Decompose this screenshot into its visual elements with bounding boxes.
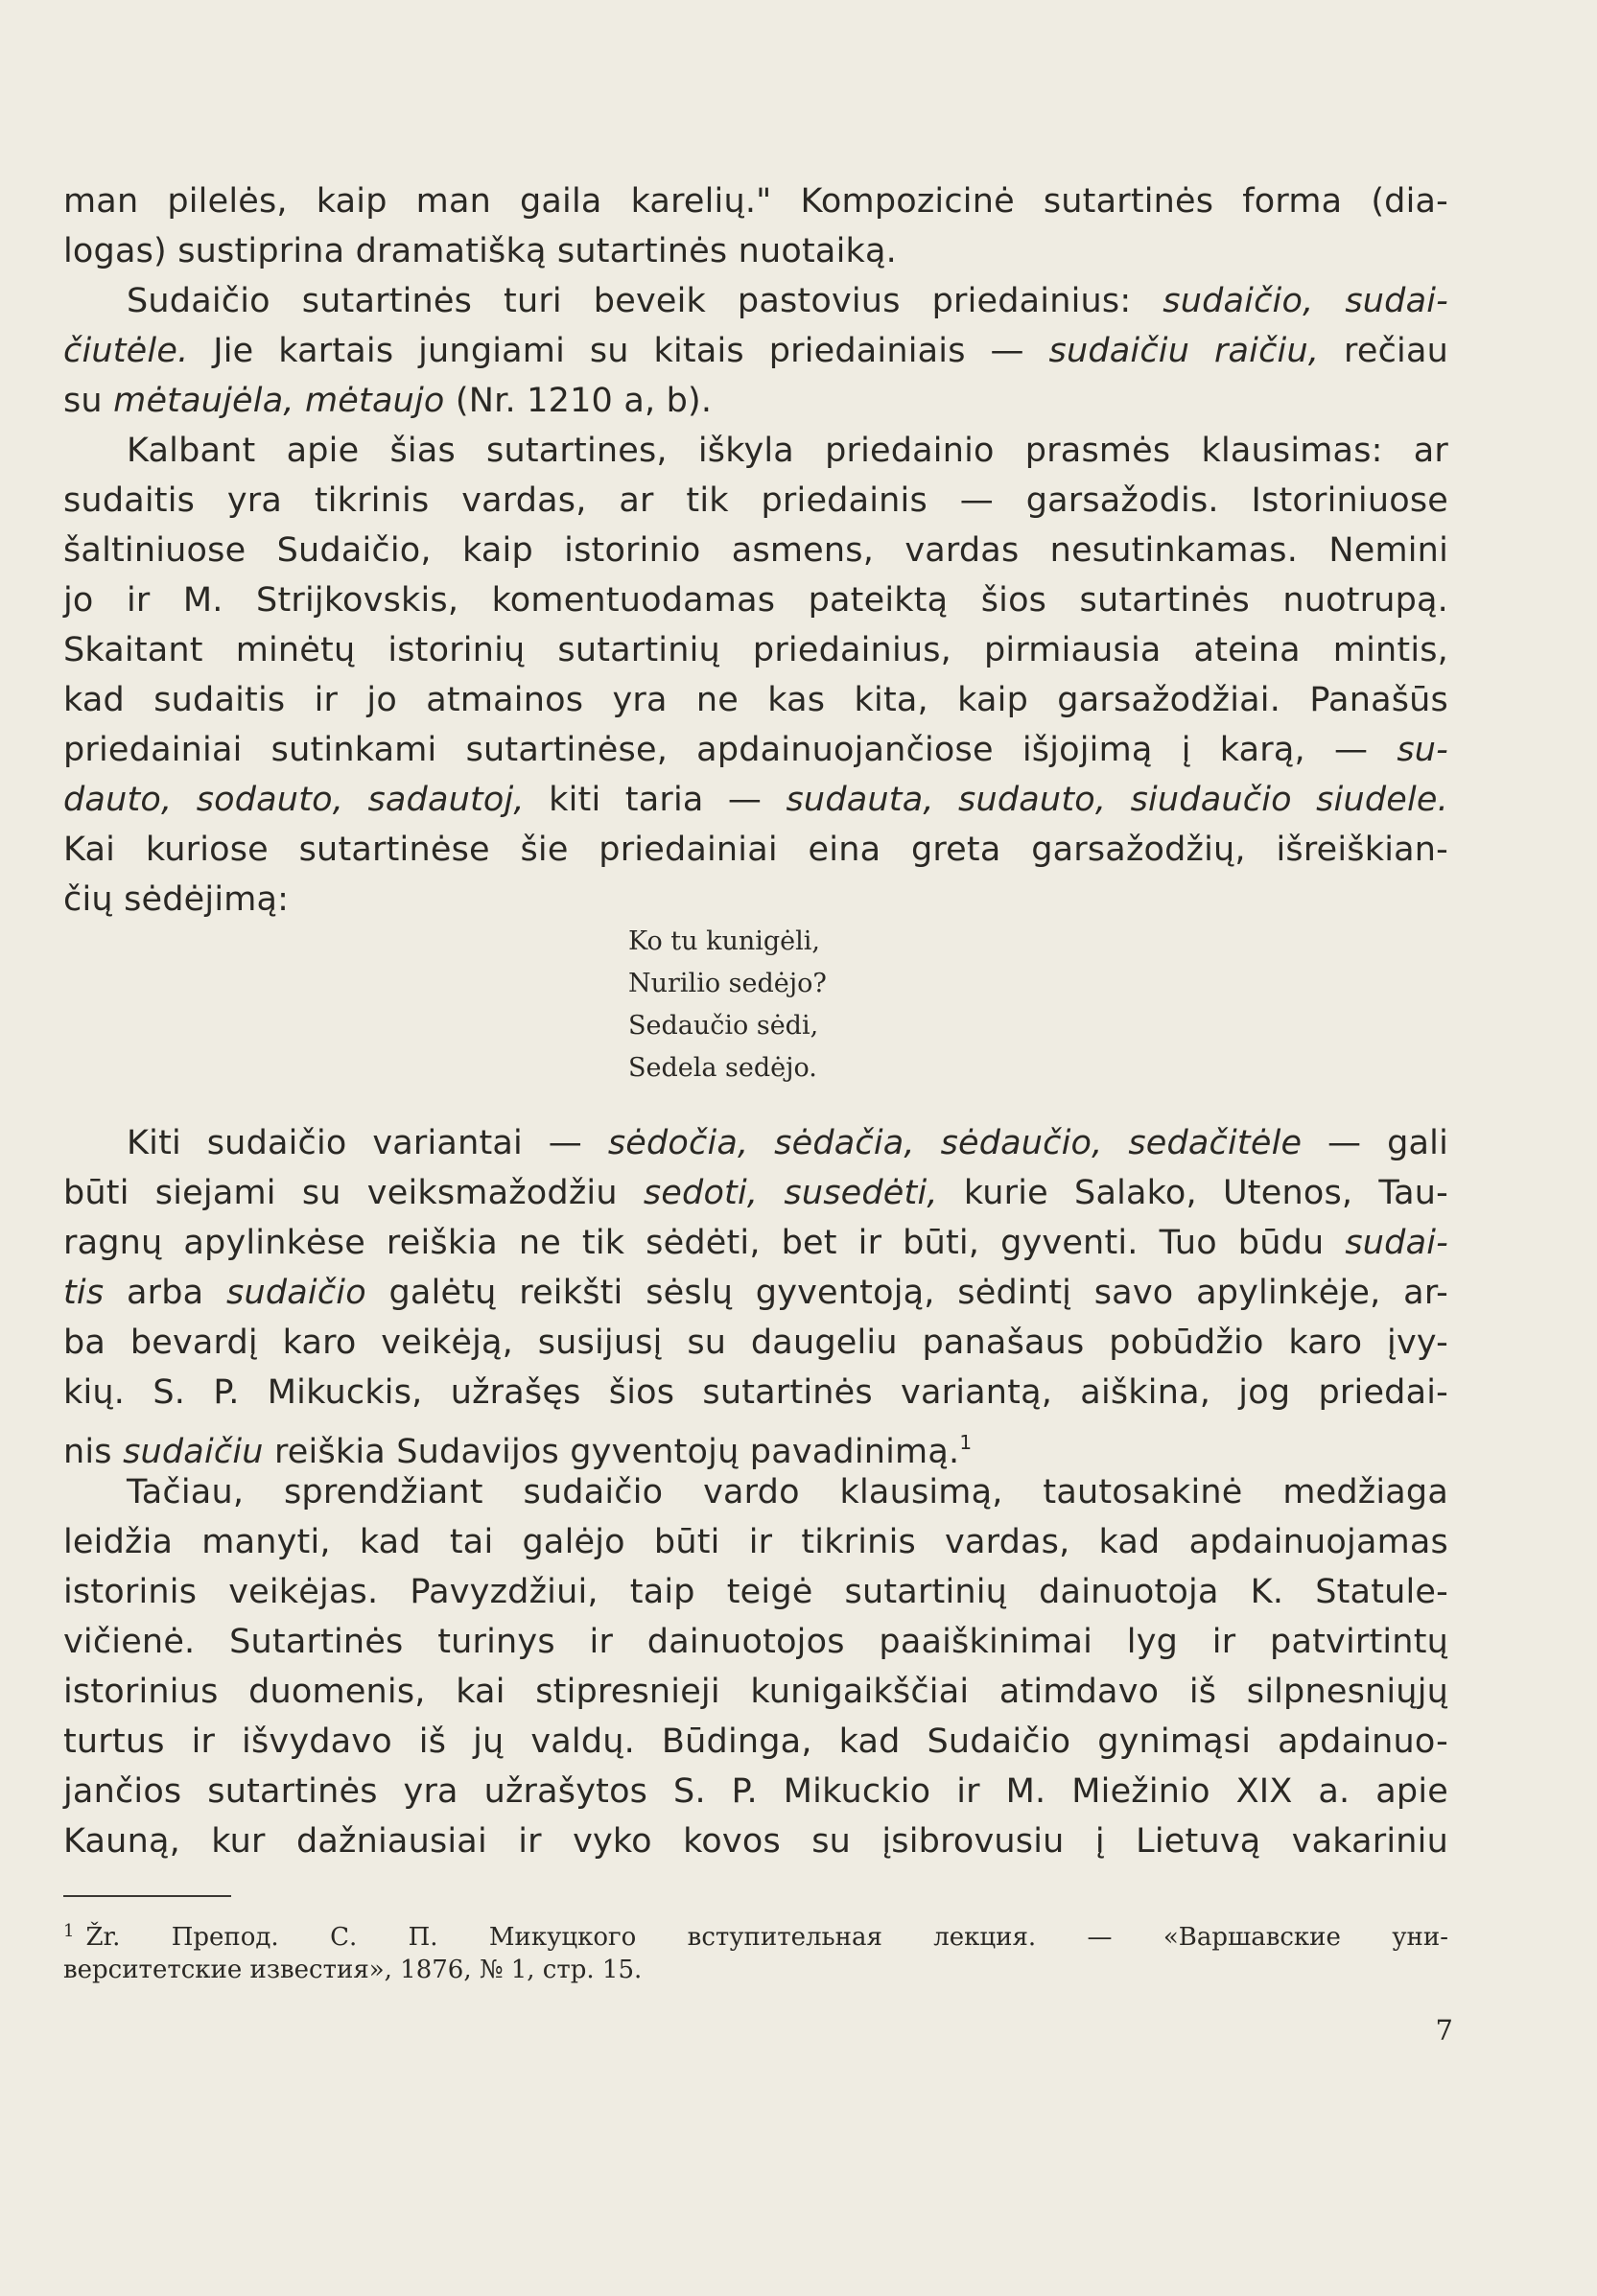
footnote-line: верситетские известия», 1876, № 1, стр. 15.: [63, 1956, 643, 1984]
text-line: jo ir M. Strijkovskis, komentuodamas pateiktą šios sutartinės nuotrupą.: [63, 581, 1448, 620]
text-line: čių sėdėjimą:: [63, 880, 290, 919]
text-line: Kauną, kur dažniausiai ir vyko kovos su įsibrovusiu į Lietuvą vakariniu: [63, 1822, 1448, 1861]
text-line: ba bevardį karo veikėją, susijusį su daugeliu panašaus pobūdžio karo įvy-: [63, 1324, 1448, 1362]
text-line: nis sudaičiu reiškia Sudavijos gyventojų pavadinimą.$^1$: [63, 1431, 973, 1471]
text-line: man pilelės, kaip man gaila karelių." Kompozicinė sutartinės forma (dia-: [63, 182, 1448, 221]
text-line: logas) sustiprina dramatišką sutartinės nuotaiką.: [63, 232, 897, 270]
text-line: Kiti sudaičio variantai — sėdočia, sėdačia, sėdaučio, sedačitėle — gali: [127, 1124, 1448, 1162]
footnote-line: $^1$ Žr. Препод. С. П. Микуцкого вступительная лекция. — «Варшавские уни-: [63, 1921, 1448, 1952]
text-line: su mėtaujėla, mėtaujo (Nr. 1210 a, b).: [63, 382, 713, 420]
verse-line: Nurilio sedėjo?: [628, 969, 827, 998]
text-line: Kai kuriose sutartinėse šie priedainiai eina greta garsažodžių, išreiškian-: [63, 831, 1448, 869]
text-line: istorinis veikėjas. Pavyzdžiui, taip teigė sutartinių dainuotoja K. Statule-: [63, 1573, 1448, 1611]
text-block-top: [63, 176, 1448, 925]
text-line: vičienė. Sutartinės turinys ir dainuotojos paaiškinimai lyg ir patvirtintų: [63, 1623, 1448, 1661]
verse-quote: [628, 921, 827, 1089]
footnote-reference[interactable]: 1: [959, 1431, 973, 1454]
verse-line: Sedaučio sėdi,: [628, 1011, 819, 1041]
text-line: Sudaičio sutartinės turi beveik pastovius priedainius: sudaičio, sudai-: [127, 282, 1448, 320]
text-line: priedainiai sutinkami sutartinėse, apdainuojančiose išjojimą į karą, — su-: [63, 731, 1448, 769]
text-line: leidžia manyti, kad tai galėjo būti ir tikrinis vardas, kad apdainuojamas: [63, 1523, 1448, 1561]
text-line: Skaitant minėtų istorinių sutartinių priedainius, pirmiausia ateina mintis,: [63, 631, 1448, 669]
text-line: čiutėle. Jie kartais jungiami su kitais priedainiais — sudaičiu raičiu, rečiau: [63, 332, 1448, 370]
text-line: istorinius duomenis, kai stipresnieji kunigaikščiai atimdavo iš silpnesniųjų: [63, 1673, 1448, 1711]
footnote: [63, 1912, 1448, 1989]
page-number: 7: [1435, 2014, 1453, 2047]
footnote-divider: [63, 1895, 231, 1897]
text-block-bottom: [63, 1118, 1448, 1866]
text-line: Kalbant apie šias sutartines, iškyla priedainio prasmės klausimas: ar: [127, 432, 1448, 470]
text-line: jančios sutartinės yra užrašytos S. P. Mikuckio ir M. Miežinio XIX a. apie: [63, 1772, 1448, 1811]
text-line: Tačiau, sprendžiant sudaičio vardo klausimą, tautosakinė medžiaga: [127, 1473, 1448, 1511]
verse-line: Ko tu kunigėli,: [628, 926, 820, 956]
text-line: dauto, sodauto, sadautoj, kiti taria — sudauta, sudauto, siudaučio siudele.: [63, 781, 1448, 819]
text-line: sudaitis yra tikrinis vardas, ar tik priedainis — garsažodis. Istoriniuose: [63, 481, 1448, 520]
text-line: kių. S. P. Mikuckis, užrašęs šios sutartinės variantą, aiškina, jog priedai-: [63, 1373, 1448, 1412]
text-line: būti siejami su veiksmažodžiu sedoti, susedėti, kurie Salako, Utenos, Tau-: [63, 1174, 1449, 1212]
footnote-mark: 1: [63, 1921, 75, 1941]
text-line: tis arba sudaičio galėtų reikšti sėslų gyventoją, sėdintį savo apylinkėje, ar-: [63, 1274, 1448, 1312]
verse-line: Sedela sedėjo.: [628, 1053, 817, 1083]
text-line: turtus ir išvydavo iš jų valdų. Būdinga, kad Sudaičio gynimąsi apdainuo-: [63, 1722, 1448, 1761]
text-line: kad sudaitis ir jo atmainos yra ne kas kita, kaip garsažodžiai. Panašūs: [63, 681, 1448, 719]
text-line: šaltiniuose Sudaičio, kaip istorinio asmens, vardas nesutinkamas. Nemini: [63, 531, 1448, 570]
text-line: ragnų apylinkėse reiškia ne tik sėdėti, bet ir būti, gyventi. Tuo būdu sudai-: [63, 1224, 1448, 1262]
